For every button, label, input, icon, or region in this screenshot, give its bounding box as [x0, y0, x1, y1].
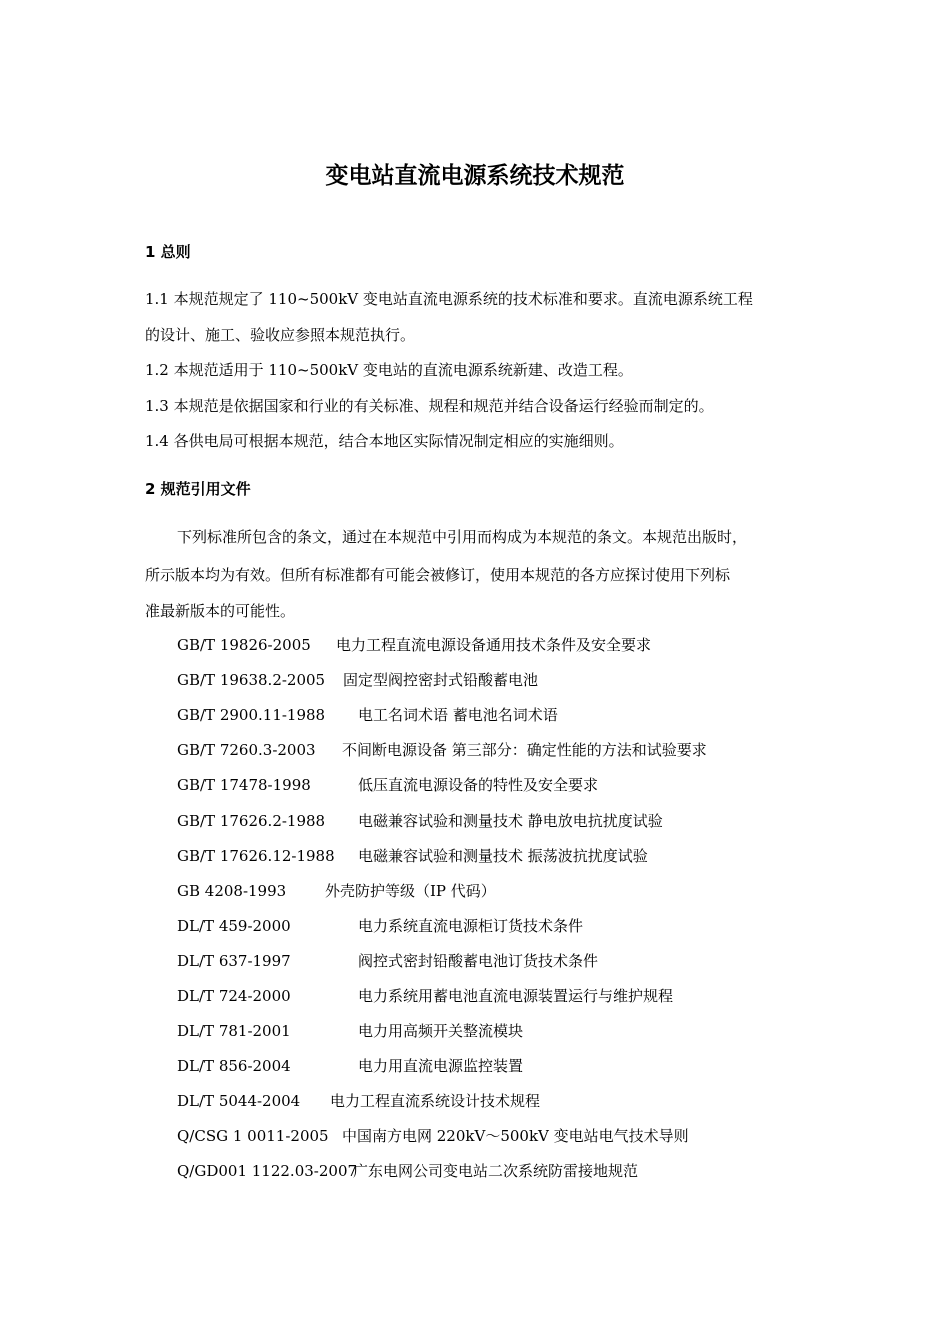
reference-code: GB/T 17626.12-1988 [177, 847, 335, 865]
intro-line-1: 下列标准所包含的条文，通过在本规范中引用而构成为本规范的条文。本规范出版时， [177, 528, 748, 546]
reference-code: GB/T 17626.2-1988 [177, 812, 326, 830]
intro-line-3: 准最新版本的可能性。 [145, 602, 296, 620]
reference-title: 中国南方电网 220kV～500kV 变电站电气技术导则 [342, 1127, 689, 1145]
paragraph-1-1-line-2: 的设计、施工、验收应参照本规范执行。 [145, 326, 416, 344]
reference-title: 电力系统直流电源柜订货技术条件 [358, 917, 584, 935]
reference-code: DL/T 637-1997 [177, 952, 291, 970]
reference-title: 不间断电源设备 第三部分：确定性能的方法和试验要求 [342, 741, 707, 759]
reference-title: 阀控式密封铅酸蓄电池订货技术条件 [358, 952, 599, 970]
intro-line-2: 所示版本均为有效。但所有标准都有可能会被修订，使用本规范的各方应探讨使用下列标 [145, 566, 731, 584]
section-1-heading: 1 总则 [145, 243, 191, 261]
reference-title: 低压直流电源设备的特性及安全要求 [358, 776, 599, 794]
reference-title: 电磁兼容试验和测量技术 振荡波抗扰度试验 [358, 847, 648, 865]
reference-code: GB 4208-1993 [177, 882, 287, 900]
paragraph-1-4: 1.4 各供电局可根据本规范，结合本地区实际情况制定相应的实施细则。 [145, 432, 624, 450]
section-2-heading: 2 规范引用文件 [145, 480, 251, 498]
reference-code: DL/T 459-2000 [177, 917, 291, 935]
reference-title: 电力用直流电源监控装置 [358, 1057, 524, 1075]
reference-title: 电工名词术语 蓄电池名词术语 [358, 706, 558, 724]
reference-title: 电磁兼容试验和测量技术 静电放电抗扰度试验 [358, 812, 663, 830]
reference-title: 电力工程直流系统设计技术规程 [330, 1092, 541, 1110]
reference-title: 广东电网公司变电站二次系统防雷接地规范 [353, 1162, 639, 1180]
reference-title: 电力工程直流电源设备通用技术条件及安全要求 [336, 636, 652, 654]
reference-code: Q/CSG 1 0011-2005 [177, 1127, 329, 1145]
paragraph-1-2: 1.2 本规范适用于 110~500kV 变电站的直流电源系统新建、改造工程。 [145, 361, 633, 379]
reference-code: GB/T 7260.3-2003 [177, 741, 316, 759]
reference-title: 外壳防护等级（IP 代码） [325, 882, 496, 900]
reference-code: GB/T 19826-2005 [177, 636, 311, 654]
reference-title: 电力用高频开关整流模块 [358, 1022, 524, 1040]
reference-code: DL/T 856-2004 [177, 1057, 291, 1075]
reference-code: Q/GD001 1122.03-2007 [177, 1162, 358, 1180]
reference-title: 电力系统用蓄电池直流电源装置运行与维护规程 [358, 987, 674, 1005]
reference-code: GB/T 2900.11-1988 [177, 706, 326, 724]
reference-code: DL/T 724-2000 [177, 987, 291, 1005]
reference-code: GB/T 19638.2-2005 [177, 671, 326, 689]
reference-code: GB/T 17478-1998 [177, 776, 311, 794]
reference-code: DL/T 781-2001 [177, 1022, 291, 1040]
paragraph-1-1-line-1: 1.1 本规范规定了 110~500kV 变电站直流电源系统的技术标准和要求。直流电源系统工程 [145, 290, 753, 308]
reference-title: 固定型阀控密封式铅酸蓄电池 [343, 671, 539, 689]
reference-code: DL/T 5044-2004 [177, 1092, 301, 1110]
paragraph-1-3: 1.3 本规范是依据国家和行业的有关标准、规程和规范并结合设备运行经验而制定的。 [145, 397, 714, 415]
document-title: 变电站直流电源系统技术规范 [325, 163, 625, 189]
